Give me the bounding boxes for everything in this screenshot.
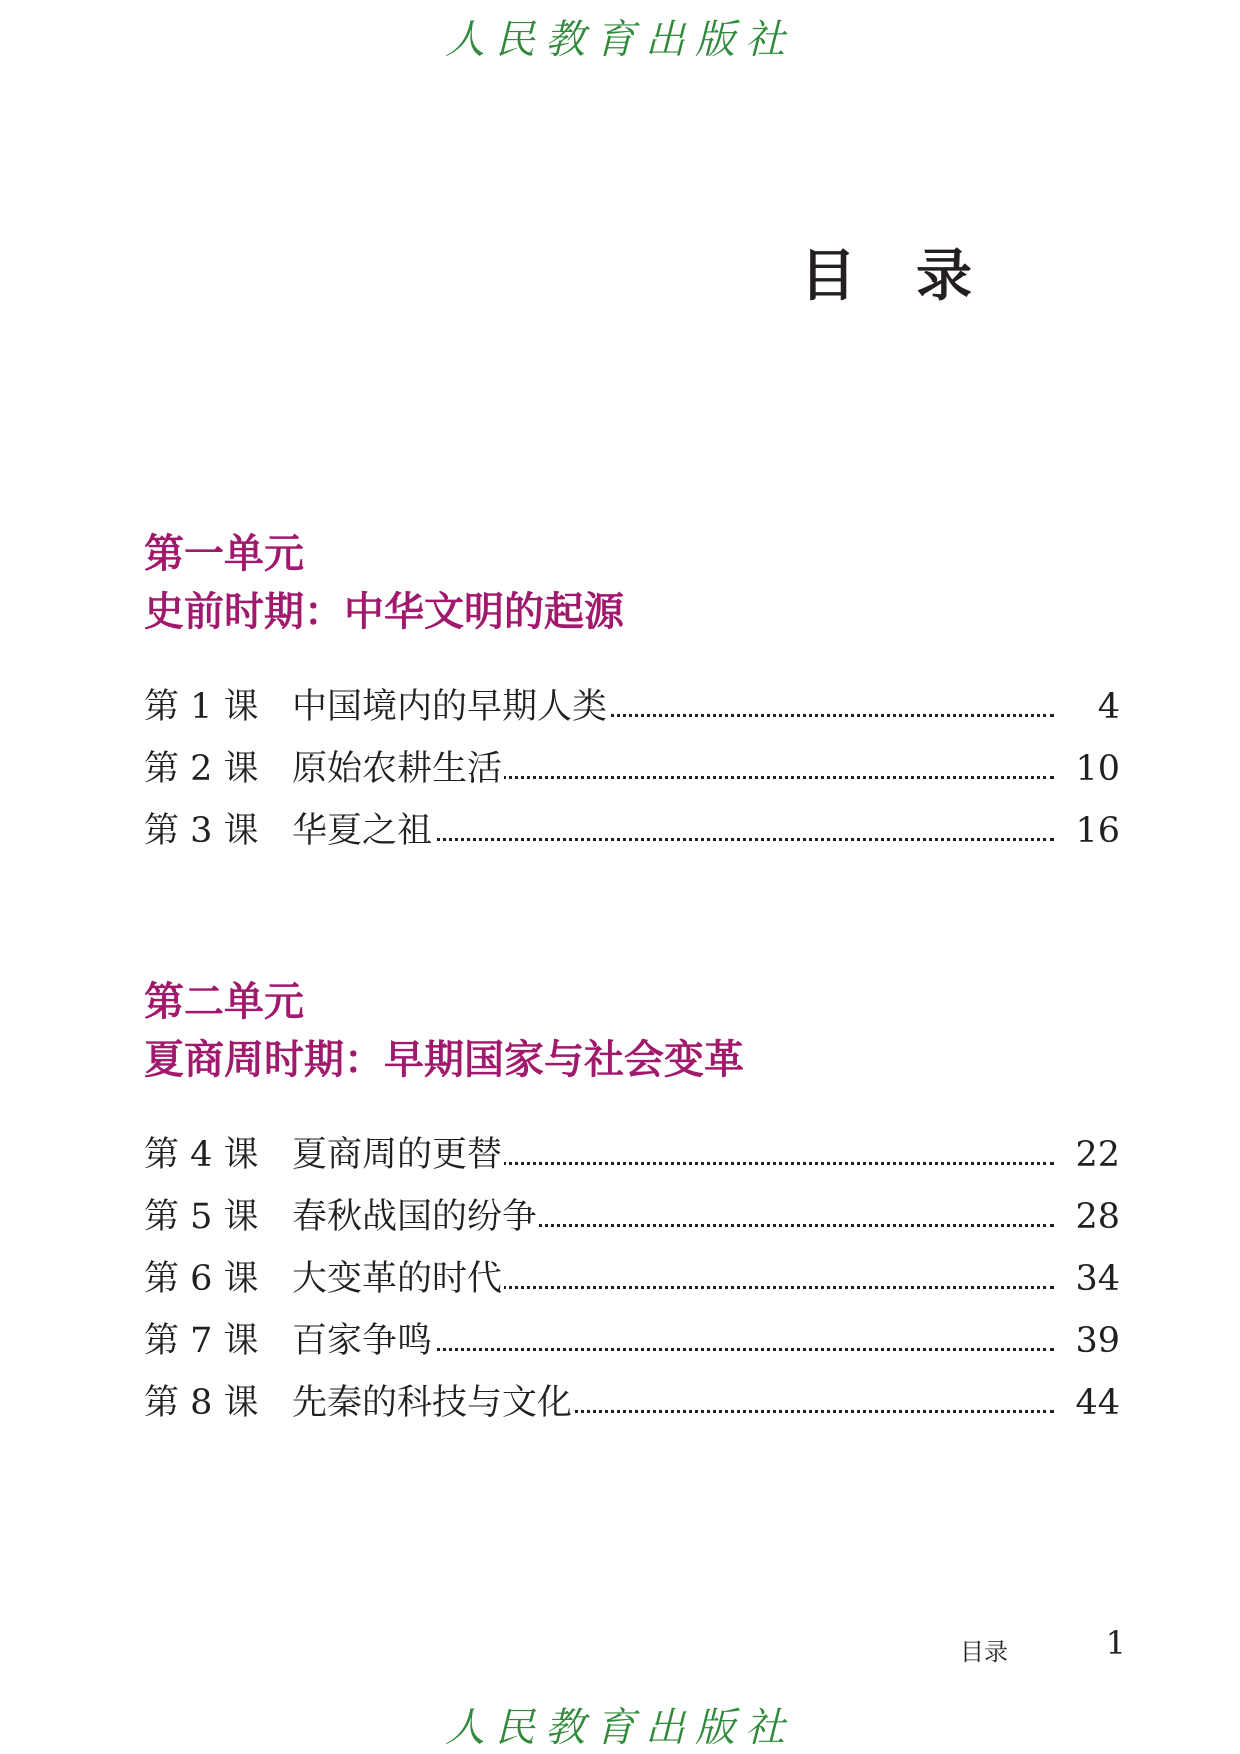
lesson-page-number: 10 (1075, 749, 1120, 789)
lesson-page-number: 22 (1075, 1135, 1120, 1175)
lesson-title: 原始农耕生活 (292, 749, 503, 789)
toc-entry[interactable] (144, 1310, 1124, 1372)
lesson-title-leader (292, 1186, 1054, 1248)
lesson-title-leader (292, 676, 1054, 738)
lesson-title-leader (292, 1372, 1054, 1434)
lesson-page-number: 39 (1075, 1321, 1120, 1361)
footer-page-number: 1 (1105, 1624, 1126, 1662)
toc-entry[interactable] (144, 800, 1124, 862)
lesson-number: 第 6 课 (144, 1259, 259, 1299)
toc-entry[interactable] (144, 1124, 1124, 1186)
page-title-char-1: 目 (800, 244, 858, 309)
lesson-title: 春秋战国的纷争 (292, 1197, 538, 1237)
lesson-title: 夏商周的更替 (292, 1135, 503, 1175)
unit-label: 第二单元 (144, 979, 304, 1025)
toc-entry[interactable] (144, 1248, 1124, 1310)
publisher-logo-footer: 人民教育出版社 (445, 1705, 795, 1751)
lesson-number: 第 3 课 (144, 811, 259, 851)
lesson-number: 第 4 课 (144, 1135, 259, 1175)
lesson-title: 先秦的科技与文化 (292, 1383, 573, 1423)
footer-section-label: 目录 (960, 1638, 1008, 1666)
unit-section-1 (144, 526, 1124, 862)
publisher-logo-header: 人民教育出版社 (445, 17, 795, 63)
lesson-title-leader (292, 738, 1054, 800)
lesson-page-number: 34 (1075, 1259, 1120, 1299)
page-title-char-2: 录 (916, 244, 974, 309)
lesson-list (144, 1124, 1124, 1434)
lesson-number: 第 5 课 (144, 1197, 259, 1237)
lesson-page-number: 4 (1097, 687, 1120, 727)
lesson-number: 第 7 课 (144, 1321, 259, 1361)
toc-entry[interactable] (144, 738, 1124, 800)
lesson-page-number: 16 (1075, 811, 1120, 851)
unit-section-2 (144, 974, 1124, 1434)
toc-entry[interactable] (144, 676, 1124, 738)
lesson-title-leader (292, 1310, 1054, 1372)
unit-subtitle: 史前时期：中华文明的起源 (144, 589, 624, 635)
toc-entry[interactable] (144, 1186, 1124, 1248)
unit-subtitle: 夏商周时期：早期国家与社会变革 (144, 1037, 744, 1083)
lesson-title-leader (292, 1248, 1054, 1310)
lesson-title: 百家争鸣 (292, 1321, 433, 1361)
unit-label: 第一单元 (144, 531, 304, 577)
toc-entry[interactable] (144, 1372, 1124, 1434)
lesson-number: 第 2 课 (144, 749, 259, 789)
lesson-page-number: 44 (1075, 1383, 1120, 1423)
lesson-list (144, 676, 1124, 862)
lesson-page-number: 28 (1075, 1197, 1120, 1237)
lesson-title: 中国境内的早期人类 (292, 687, 608, 727)
lesson-number: 第 8 课 (144, 1383, 259, 1423)
lesson-title: 大变革的时代 (292, 1259, 503, 1299)
lesson-title-leader (292, 800, 1054, 862)
lesson-title: 华夏之祖 (292, 811, 433, 851)
lesson-title-leader (292, 1124, 1054, 1186)
lesson-number: 第 1 课 (144, 687, 259, 727)
